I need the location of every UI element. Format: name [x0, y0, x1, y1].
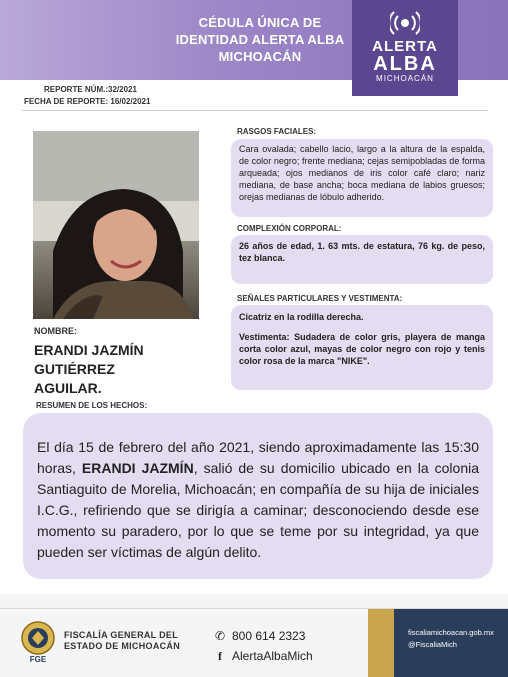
summary-box [23, 413, 493, 579]
facebook-row[interactable] [212, 646, 313, 666]
phone-row[interactable] [212, 626, 313, 646]
title-line-2: IDENTIDAD ALERTA ALBA [175, 32, 345, 47]
twitter-handle[interactable]: @FiscaliaMich [408, 640, 457, 649]
report-number: REPORTE NÚM.:32/2021 [44, 85, 137, 94]
name-label: NOMBRE: [34, 326, 77, 336]
person-photo [33, 131, 199, 319]
clothing-label: Vestimenta: [239, 332, 290, 342]
broadcast-icon [390, 8, 420, 38]
institution-name [64, 630, 180, 652]
fge-text: FGE [29, 655, 47, 664]
document-title [160, 14, 360, 65]
contact-info [212, 626, 313, 666]
body-build-box [231, 235, 493, 284]
phone-number[interactable]: 800 614 2323 [232, 629, 306, 643]
summary-label: RESUMEN DE LOS HECHOS: [36, 401, 148, 410]
title-line-3: MICHOACÁN [218, 49, 302, 64]
facebook-handle[interactable]: AlertaAlbaMich [232, 649, 313, 663]
name-line-2: AGUILAR. [34, 380, 102, 396]
marks-label: SEÑALES PARTICULARES Y VESTIMENTA: [237, 294, 403, 303]
person-name [34, 341, 224, 398]
clothing-text [239, 331, 485, 367]
web-links-panel [394, 609, 508, 677]
summary-person-name: ERANDI JAZMÍN [81, 460, 194, 476]
facial-features-label: RASGOS FACIALES: [237, 127, 317, 136]
alerta-alba-logo [352, 0, 458, 96]
name-line-1: ERANDI JAZMÍN GUTIÉRREZ [34, 342, 144, 377]
institution-line-2: ESTADO DE MICHOACÁN [64, 641, 181, 651]
summary-part-1: El día 15 de febrero del año 2021, siendo aproximadamente las 15:30 horas, [37, 439, 479, 476]
title-line-1: CÉDULA ÚNICA DE [198, 15, 322, 30]
clothing-description: Sudadera de color gris, playera de manga corta color azul, mayas de color negro con rojo y tenis color rosa de la marca "NIKE". [239, 332, 485, 366]
website-link[interactable]: fiscaliamichoacan.gob.mx [408, 628, 494, 637]
facial-features-text: Cara ovalada; cabello lacio, largo a la altura de la espalda, de color negro; frente mediana; cejas semipobladas de forma arqueada; ojos medianos de iris color café claro; nariz mediana, de base ancha; boca mediana de labios gruesos; orejas medianas de lóbulo adherido. [239, 144, 485, 202]
portrait-illustration [33, 131, 199, 319]
report-date: FECHA DE REPORTE: 16/02/2021 [24, 97, 151, 106]
summary-part-2: , salió de su domicilio ubicado en la colonia Santiaguito de Morelia, Michoacán; en compañía de su hija de iniciales I.C.G., refiriendo que se dirigía a caminar; desconociendo desde ese momento su paradero, por lo que se teme por su integridad, ya que pueden ser víctimas de algún delito. [37, 460, 479, 560]
facebook-icon: f [218, 649, 222, 663]
logo-word-alba: ALBA [373, 53, 437, 75]
scar-text: Cicatriz en la rodilla derecha. [239, 312, 364, 322]
logo-word-michoacan: MICHOACÁN [376, 74, 434, 83]
gold-stripe [368, 609, 394, 677]
logo-word-alerta: ALERTA [372, 38, 438, 55]
summary-text [37, 437, 479, 563]
institution-line-1: FISCALÍA GENERAL DEL [64, 630, 179, 640]
marks-box [231, 305, 493, 390]
divider [22, 110, 488, 111]
body-build-label: COMPLEXIÓN CORPORAL: [237, 224, 342, 233]
report-meta [24, 84, 150, 108]
facial-features-box [231, 139, 493, 217]
phone-icon: ✆ [214, 629, 226, 643]
body-build-text: 26 años de edad, 1. 63 mts. de estatura, 76 kg. de peso, tez blanca. [239, 241, 485, 263]
